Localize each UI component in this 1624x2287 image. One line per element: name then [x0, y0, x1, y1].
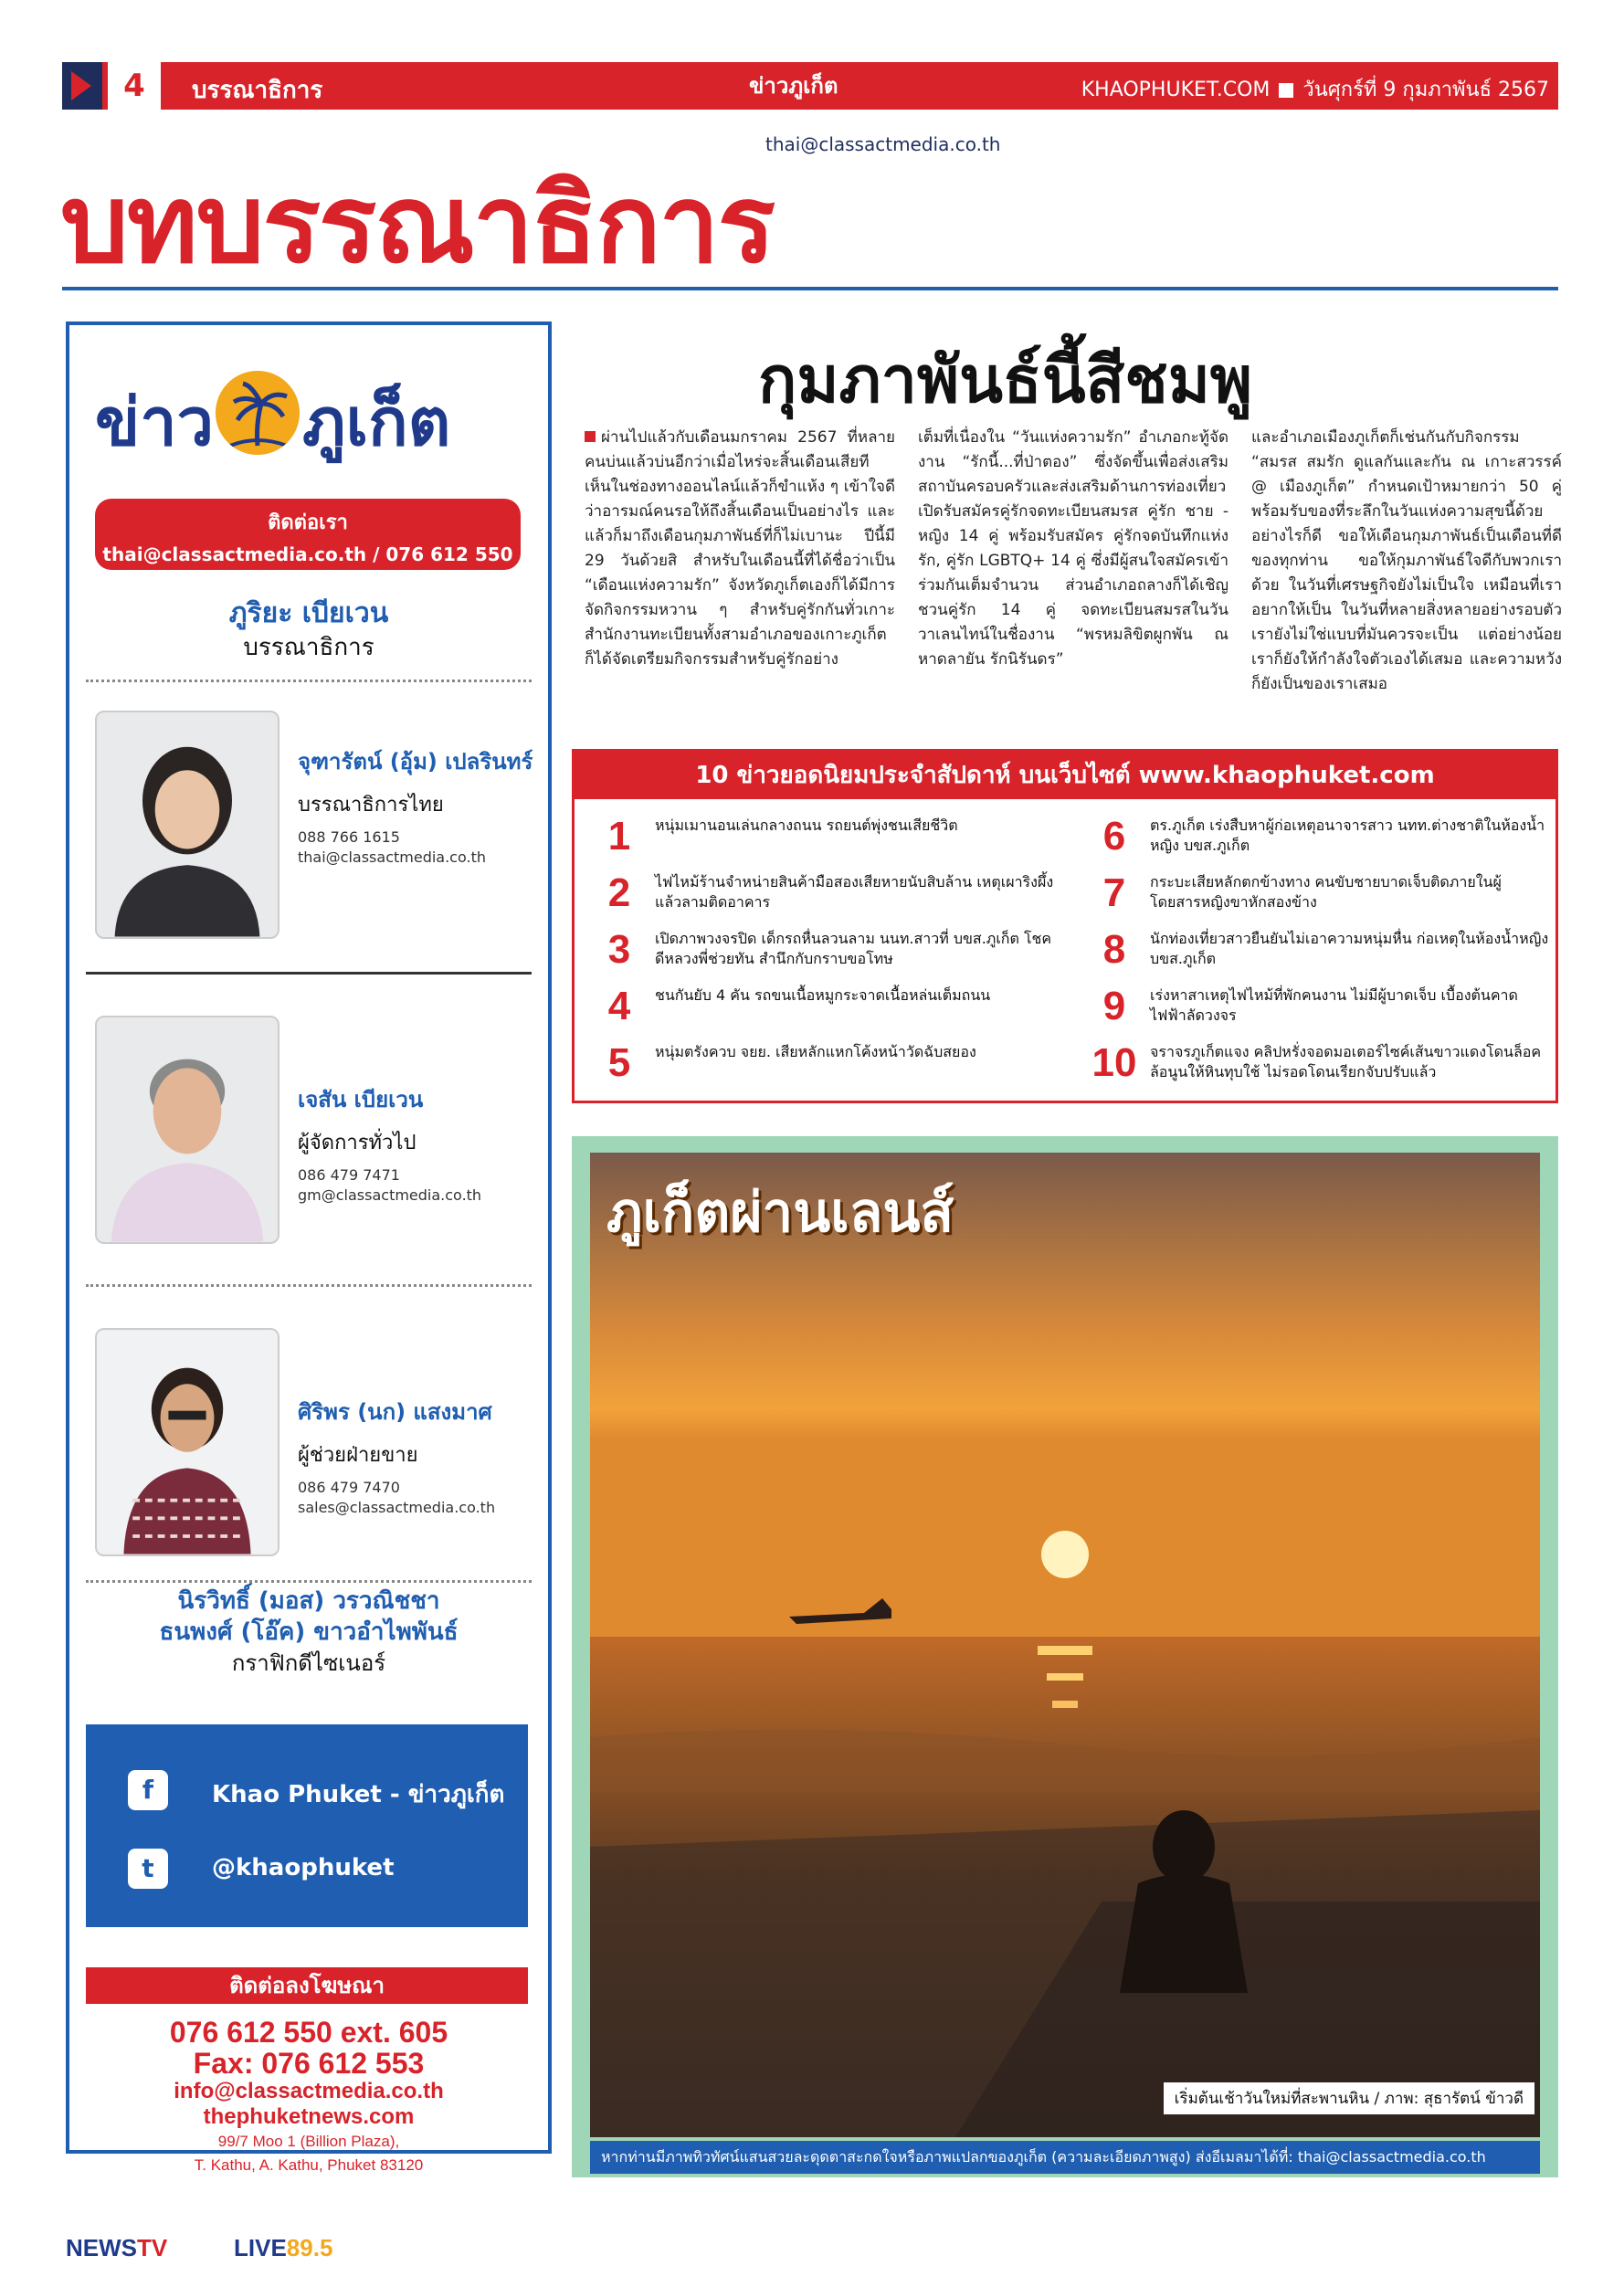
top-news-title: กระบะเสียหลักตกข้างทาง คนขับชายบาดเจ็บติดภายในผู้โดยสารหญิงขาหักสองข้าง — [1150, 873, 1502, 911]
article-text: เต็มที่เนื่องใน “วันแห่งความรัก” อำเภอกะทู้จัดงาน “รักนี้...ที่ป่าตอง” ซึ่งจัดขึ้นเพื่อส่งเสริมสถาบันครอบครัวและส่งเสริมด้านการท่องเที่ยว เปิดรับสมัครคู่รักจดทะเบียนสมรส คู่รัก ชาย - หญิง 14 คู่ พร้อมรับสมัคร คู่รักจดบันทึกแห่งรัก, คู่รัก LGBTQ+ 14 คู่ ซึ่งมีผู้สนใจสมัครเข้าร่วมกันเต็มจำนวน ส่วนอำเภอถลางก็ได้เชิญชวนคู่รัก 14 คู่ จดทะเบียนสมรสในวันวาเลนไทน์ในชื่องาน “พรหมลิขิตผูกพัน ณ หาดลายัน รักนิรันดร” — [918, 428, 1229, 669]
editor-name: ภูริยะ เบียเวน — [228, 597, 389, 629]
top-news-title: ชนกันยับ 4 คัน รถขนเนื้อหมูกระจาดเนื้อหล่นเต็มถนน — [655, 986, 991, 1004]
brand-logo-left: ข่าว — [95, 384, 215, 460]
top-news-rank: 9 — [1102, 984, 1126, 1028]
article-column — [918, 426, 1229, 672]
staff-role: บรรณาธิการไทย — [298, 794, 444, 817]
staff-email[interactable]: sales@classactmedia.co.th — [298, 1499, 496, 1516]
issue-date: วันศุกร์ที่ 9 กุมภาพันธ์ 2567 — [1302, 79, 1549, 101]
top-news-item[interactable] — [591, 869, 1066, 918]
staff-name: เจสัน เบียเวน — [298, 1087, 424, 1112]
article-column — [1251, 426, 1562, 697]
top-news-rank: 5 — [607, 1040, 631, 1085]
news-tv-logo-tv: TV — [137, 2234, 168, 2261]
dateline — [1081, 73, 1549, 105]
live-fm-logo-text: LIVE — [234, 2234, 287, 2261]
ad-phone[interactable]: 076 612 550 ext. 605 — [169, 2016, 448, 2049]
sidebar — [66, 321, 552, 2174]
ad-contact-bar: ติดต่อลงโฆษณา — [86, 1967, 528, 2004]
top-news-item[interactable] — [1086, 812, 1561, 861]
staff-phone: 088 766 1615 — [298, 828, 400, 846]
top-news-rank: 1 — [607, 814, 631, 859]
top-news-title: หนุ่มตรังควบ จยย. เสียหลักแหกโค้งหน้าวัดฉับสยอง — [655, 1043, 976, 1060]
top-news-item[interactable] — [1086, 982, 1561, 1031]
article-column — [585, 426, 895, 672]
article-text: ผ่านไปแล้วกับเดือนมกราคม 2567 ที่หลายคนบ่นแล้วบ่นอีกว่าเมื่อไหร่จะสิ้นเดือนเสียที เห็นในช่องทางออนไลน์แล้วก็ขำแห้ง ๆ เข้าใจดีว่าอารมณ์คนรอให้ถึงสิ้นเดือนเป็นอย่างไร และแล้วก็มาถึงเดือนกุมภาพันธ์ที่ก็ไม่เบานะ ปีนี้มี 29 วันด้วยสิ สำหรับในเดือนนี้ที่ได้ชื่อว่าเป็น “เดือนแห่งความรัก” จังหวัดภูเก็ตเองก็ได้มีการจัดกิจกรรมหวาน ๆ สำหรับคู่รักกันทั่วเกาะ สำนักงานทะเบียนทั้งสามอำเภอของเกาะภูเก็ตก็ได้จัดเตรียมกิจกรรมสำหรับคู่รักอย่าง — [585, 428, 895, 669]
top-news-rank: 4 — [607, 984, 631, 1028]
staff-name: ศิริพร (นก) แสงมาศ — [298, 1399, 492, 1425]
ad-site[interactable]: thephuketnews.com — [203, 2104, 415, 2129]
live-fm-logo-freq: 89.5 — [286, 2234, 333, 2261]
photo-title: ภูเก็ตผ่านเลนส์ — [606, 1181, 954, 1245]
top-news-rank: 6 — [1102, 814, 1126, 859]
avatar — [95, 711, 279, 939]
news-tv-logo — [66, 2234, 167, 2262]
sunset-photo — [590, 1153, 1540, 2137]
divider — [86, 972, 532, 975]
staff-email[interactable]: thai@classactmedia.co.th — [298, 848, 486, 866]
top-news-title: หนุ่มเมานอนเล่นกลางถนน รถยนต์พุ่งชนเสียชีวิต — [655, 817, 958, 834]
top-news-title: จราจรภูเก็ตแจง คลิปหรั่งจอดมอเตอร์ไซค์เส้นขาวแดงโดนล็อคล้อนูนให้หินทุบใช้ ไม่รอดโดนเรียกจับปรับแล้ว — [1150, 1043, 1542, 1080]
avatar — [95, 1328, 279, 1556]
top-news-item[interactable] — [591, 1038, 1066, 1088]
staff-role: ผู้จัดการทั่วไป — [298, 1132, 417, 1154]
avatar — [95, 1016, 279, 1244]
brand-logo-right: ภูเก็ต — [302, 384, 451, 460]
top-news-item[interactable] — [591, 982, 1066, 1031]
staff-card — [95, 1016, 543, 1244]
contact-value[interactable]: thai@classactmedia.co.th / 076 612 550 — [102, 543, 513, 565]
staff-phone: 086 479 7471 — [298, 1166, 400, 1184]
photo-caption: เริ่มต้นเช้าวันใหม่ที่สะพานหิน / ภาพ: สุธารัตน์ ข้าวดี — [1164, 2082, 1534, 2114]
ad-address-line: 99/7 Moo 1 (Billion Plaza), — [217, 2133, 400, 2150]
divider — [62, 287, 1558, 290]
top-news-box — [572, 749, 1558, 1103]
top-news-title: เร่งหาสาเหตุไฟไหม้ที่พักคนงาน ไม่มีผู้บาดเจ็บ เบื้องต้นคาดไฟฟ้าลัดวงจร — [1150, 986, 1518, 1024]
top-email[interactable]: thai@classactmedia.co.th — [765, 133, 1001, 155]
facebook-icon: f — [128, 1770, 168, 1810]
dotted-divider — [86, 680, 532, 682]
twitter-icon: t — [128, 1849, 168, 1889]
top-news-item[interactable] — [1086, 869, 1561, 918]
top-news-rank: 7 — [1102, 870, 1126, 915]
ad-email[interactable]: info@classactmedia.co.th — [174, 2079, 444, 2103]
staff-email[interactable]: gm@classactmedia.co.th — [298, 1186, 482, 1204]
top-news-title: ไฟไหม้ร้านจำหน่ายสินค้ามือสองเสียหายนับสิบล้าน เหตุเผาริงผึ้งแล้วลามติดอาคาร — [655, 873, 1054, 911]
section-label: บรรณาธิการ — [192, 77, 323, 104]
corner-triangle-icon — [62, 62, 102, 110]
top-news-title: นักท่องเที่ยวสาวยืนยันไม่เอาความหนุ่มหื่น ก่อเหตุในห้องน้ำหญิง บขส.ภูเก็ต — [1150, 930, 1549, 967]
top-news-item[interactable] — [1086, 925, 1561, 975]
dotted-divider — [86, 1580, 532, 1583]
top-news-item[interactable] — [591, 812, 1066, 861]
ad-address-line: T. Kathu, A. Kathu, Phuket 83120 — [194, 2156, 424, 2174]
top-news-rank: 10 — [1091, 1040, 1137, 1085]
article-headline: กุมภาพันธ์นี้สีชมพู — [758, 343, 1253, 417]
twitter-link[interactable] — [128, 1849, 511, 1892]
top-news-title: เปิดภาพวงจรปิด เด็กรถหื่นลวนลาม นนท.สาวที่ บขส.ภูเก็ต โชคดีหลวงพี่ช่วยทัน สำนึกกับกราบขอโทษ — [655, 930, 1052, 967]
top-news-heading: 10 ข่าวยอดนิยมประจำสัปดาห์ บนเว็บไซต์ www.khaophuket.com — [575, 752, 1555, 799]
staff-phone: 086 479 7470 — [298, 1479, 400, 1496]
contact-pill — [95, 499, 521, 570]
article-text: และอำเภอเมืองภูเก็ตก็เช่นกันกับกิจกรรม “สมรส สมรัก ดูแลกันและกัน ณ เกาะสวรรค์ @ เมืองภูเก็ต” กำหนดเป้าหมายกว่า 50 คู่ พร้อมรับของที่ระลึกในวันแห่งความสุขนี้ด้วย อย่างไรก็ดี ขอให้เดือนกุมภาพันธ์เป็นเดือนที่ดีของทุกท่าน ขอให้กุมภาพันธ์ใจดีกับพวกเราด้วย ในวันที่เศรษฐกิจยังไม่เป็นใจ เหมือนที่เราอยากให้เป็น ในวันที่หลายสิ่งหลายอย่างรอบตัวเรายังไม่ใช่แบบที่มันควรจะเป็น แต่อย่างน้อยเราก็ยังให้กำลังใจตัวเองได้เสมอ และความหวังก็ยังเป็นของเราเสมอ — [1251, 428, 1562, 693]
news-tv-logo-text: NEWS — [66, 2234, 137, 2261]
page-title: บทบรรณาธิการ — [60, 161, 775, 287]
staff-name: จุฑารัตน์ (อุ้ม) เปลรินทร์ — [298, 749, 533, 775]
ad-fax: Fax: 076 612 553 — [193, 2047, 425, 2080]
red-bullet-icon — [585, 431, 596, 442]
masthead-logo: ข่าวภูเก็ต — [749, 73, 838, 99]
top-news-rank: 2 — [607, 870, 631, 915]
social-box — [86, 1724, 528, 1927]
top-news-item[interactable] — [1086, 1038, 1561, 1088]
designer-name: นิรวิทธิ์ (มอส) วรวณิชชา — [177, 1587, 440, 1615]
staff-role: ผู้ช่วยฝ่ายขาย — [298, 1444, 418, 1467]
square-bullet-icon — [1279, 83, 1293, 98]
facebook-link[interactable] — [128, 1770, 511, 1814]
designer-role: กราฟิกดีไซเนอร์ — [231, 1650, 386, 1676]
facebook-label: Khao Phuket - ข่าวภูเก็ต — [212, 1781, 505, 1808]
top-news-title: ตร.ภูเก็ต เร่งสืบหาผู้ก่อเหตุอนาจารสาว นทท.ต่างชาติในห้องน้ำหญิง บขส.ภูเก็ต — [1150, 817, 1545, 854]
palm-sun-icon — [216, 371, 300, 455]
top-news-item[interactable] — [591, 925, 1066, 975]
photo-box — [572, 1136, 1558, 2177]
twitter-label: @khaophuket — [212, 1854, 395, 1881]
ad-info — [69, 2017, 548, 2177]
top-news-rank: 3 — [607, 927, 631, 972]
live-fm-logo — [234, 2234, 332, 2262]
staff-card — [95, 711, 543, 939]
dotted-divider — [86, 1284, 532, 1287]
page-number: 4 — [108, 62, 161, 110]
designer-name: ธนพงศ์ (โอ๊ค) ขาวอำไพพันธ์ — [159, 1618, 459, 1646]
top-news-rank: 8 — [1102, 927, 1126, 972]
site-link[interactable]: KHAOPHUKET.COM — [1081, 79, 1271, 101]
staff-card — [95, 1328, 543, 1556]
designers-block — [69, 1586, 548, 1679]
photo-submission-note: หากท่านมีภาพทิวทัศน์แสนสวยละดุดตาสะกดใจหรือภาพแปลกของภูเก็ต (ความละเอียดภาพสูง) ส่งอีเมลมาได้ที่: thai@classactmedia.co.th — [590, 2141, 1540, 2174]
contact-label: ติดต่อเรา — [268, 511, 348, 534]
editor-role: บรรณาธิการ — [243, 634, 374, 661]
article-body — [585, 426, 1562, 718]
